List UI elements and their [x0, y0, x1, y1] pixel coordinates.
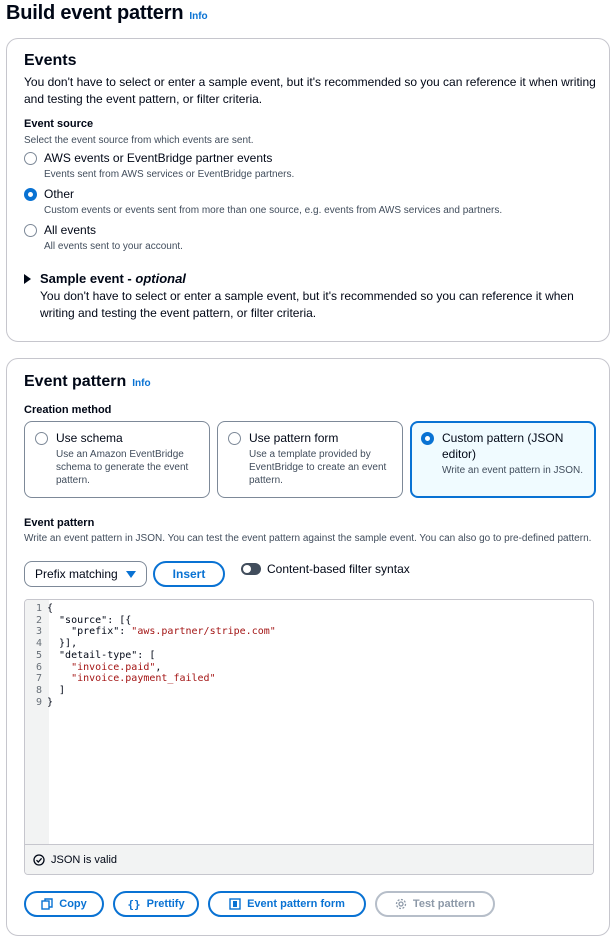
sample-event-description: You don't have to select or enter a sample event, but it's recommended so you can reference it when writing and testing the event pattern, or filter criteria.	[40, 289, 574, 320]
tile-label: Custom pattern (JSON editor)	[442, 431, 564, 461]
radio-button[interactable]	[35, 432, 48, 445]
radio-button[interactable]	[24, 224, 37, 237]
test-pattern-button[interactable]	[375, 891, 495, 917]
code-line	[25, 603, 276, 615]
code-string: "aws.partner/stripe.com"	[131, 626, 276, 638]
tile-description: Use a template provided by EventBridge to create an event pattern.	[249, 449, 387, 486]
copy-icon	[41, 898, 53, 910]
line-number: 3	[35, 626, 42, 638]
content-filter-toggle[interactable]	[241, 563, 261, 575]
tile-use-pattern-form[interactable]	[217, 421, 403, 498]
copy-button[interactable]	[24, 891, 104, 917]
code-text	[47, 662, 71, 674]
code-line	[25, 650, 276, 662]
radio-button[interactable]	[228, 432, 241, 445]
code-line	[25, 685, 276, 697]
code-line	[25, 697, 276, 709]
editor-actions	[24, 891, 495, 917]
radio-aws-events[interactable]	[24, 150, 294, 181]
matching-select-value: Prefix matching	[35, 567, 118, 581]
matching-select[interactable]	[24, 561, 147, 587]
radio-button-selected[interactable]	[24, 188, 37, 201]
code-text: }],	[47, 638, 78, 650]
prettify-button-label: Prettify	[146, 898, 185, 910]
radio-other[interactable]	[24, 186, 502, 217]
json-editor[interactable]	[24, 599, 594, 875]
code-string: "invoice.payment_failed"	[71, 673, 216, 685]
code-text: {	[47, 603, 54, 614]
radio-description: Custom events or events sent from more than one source, e.g. events from AWS services and partners.	[44, 205, 503, 216]
event-pattern-container	[6, 358, 610, 936]
tile-description: Write an event pattern in JSON.	[442, 465, 583, 476]
code-text: }	[47, 696, 54, 708]
event-pattern-form-button[interactable]	[208, 891, 366, 917]
caret-down-icon	[126, 571, 136, 578]
content-filter-toggle-label: Content-based filter syntax	[267, 562, 410, 576]
code-line	[25, 662, 276, 674]
radio-label: All events	[44, 223, 97, 237]
page-header	[6, 2, 208, 25]
json-valid-status: JSON is valid	[51, 853, 118, 866]
events-description: You don't have to select or enter a sample event, but it's recommended so you can reference it when writing and testing the event pattern, or filter criteria.	[24, 75, 596, 106]
tile-description: Use an Amazon EventBridge schema to generate the event pattern.	[56, 449, 189, 486]
sample-event-label: Sample event - optional	[40, 271, 186, 286]
tile-label: Use schema	[56, 431, 123, 445]
radio-description: Events sent from AWS services or EventBridge partners.	[44, 169, 295, 180]
tile-custom-pattern[interactable]	[410, 421, 596, 498]
form-icon	[229, 898, 241, 910]
editor-status-bar	[25, 844, 593, 874]
events-container	[6, 38, 610, 342]
code-text: "source": [{	[47, 614, 132, 626]
event-pattern-form-button-label: Event pattern form	[247, 898, 345, 910]
radio-all-events[interactable]	[24, 222, 183, 253]
copy-button-label: Copy	[59, 898, 87, 910]
page-title: Build event pattern	[6, 2, 184, 24]
braces-icon: {}	[127, 897, 141, 911]
event-source-hint: Select the event source from which events are sent.	[24, 135, 254, 146]
line-number: 8	[35, 684, 42, 696]
radio-label: AWS events or EventBridge partner events	[44, 151, 273, 165]
creation-method-tiles	[24, 421, 596, 498]
tile-use-schema[interactable]	[24, 421, 210, 498]
radio-label: Other	[44, 187, 75, 201]
code-text: ,	[155, 661, 162, 673]
line-number: 4	[35, 638, 42, 650]
code-line	[25, 638, 276, 650]
page-info-link[interactable]: Info	[189, 11, 208, 22]
radio-button-selected[interactable]	[421, 432, 434, 445]
events-title: Events	[24, 52, 77, 69]
line-number: 7	[35, 673, 42, 685]
code-string: "invoice.paid"	[71, 661, 156, 673]
prettify-button[interactable]	[113, 891, 199, 917]
line-number: 6	[35, 661, 42, 673]
code-text	[47, 673, 71, 685]
event-pattern-title: Event pattern	[24, 373, 127, 390]
event-pattern-hint: Write an event pattern in JSON. You can test the event pattern against the sample event. You can also go to pre-defined pattern.	[24, 533, 592, 544]
check-circle-icon	[33, 854, 45, 866]
event-source-label: Event source	[24, 118, 94, 130]
code-line	[25, 673, 276, 685]
editor-controls	[24, 561, 410, 587]
caret-right-icon	[24, 274, 31, 284]
editor-code[interactable]	[25, 603, 276, 708]
radio-button[interactable]	[24, 152, 37, 165]
gear-icon	[395, 898, 407, 910]
tile-label: Use pattern form	[249, 431, 339, 445]
sample-event-expander[interactable]	[24, 271, 186, 286]
test-pattern-button-label: Test pattern	[412, 898, 476, 910]
line-number: 9	[35, 696, 42, 708]
code-text: "prefix":	[47, 626, 132, 638]
code-text: ]	[47, 684, 66, 696]
insert-button[interactable]: Insert	[153, 561, 225, 587]
content-filter-toggle-wrap	[241, 562, 410, 576]
line-number: 2	[35, 614, 42, 626]
line-number: 5	[35, 649, 42, 661]
line-number: 1	[35, 603, 42, 614]
code-line	[25, 615, 276, 627]
creation-method-label: Creation method	[24, 404, 112, 416]
code-text: "detail-type": [	[47, 649, 156, 661]
radio-description: All events sent to your account.	[44, 241, 183, 252]
event-pattern-label: Event pattern	[24, 517, 95, 529]
code-line	[25, 626, 276, 638]
event-pattern-info-link[interactable]: Info	[132, 378, 151, 389]
